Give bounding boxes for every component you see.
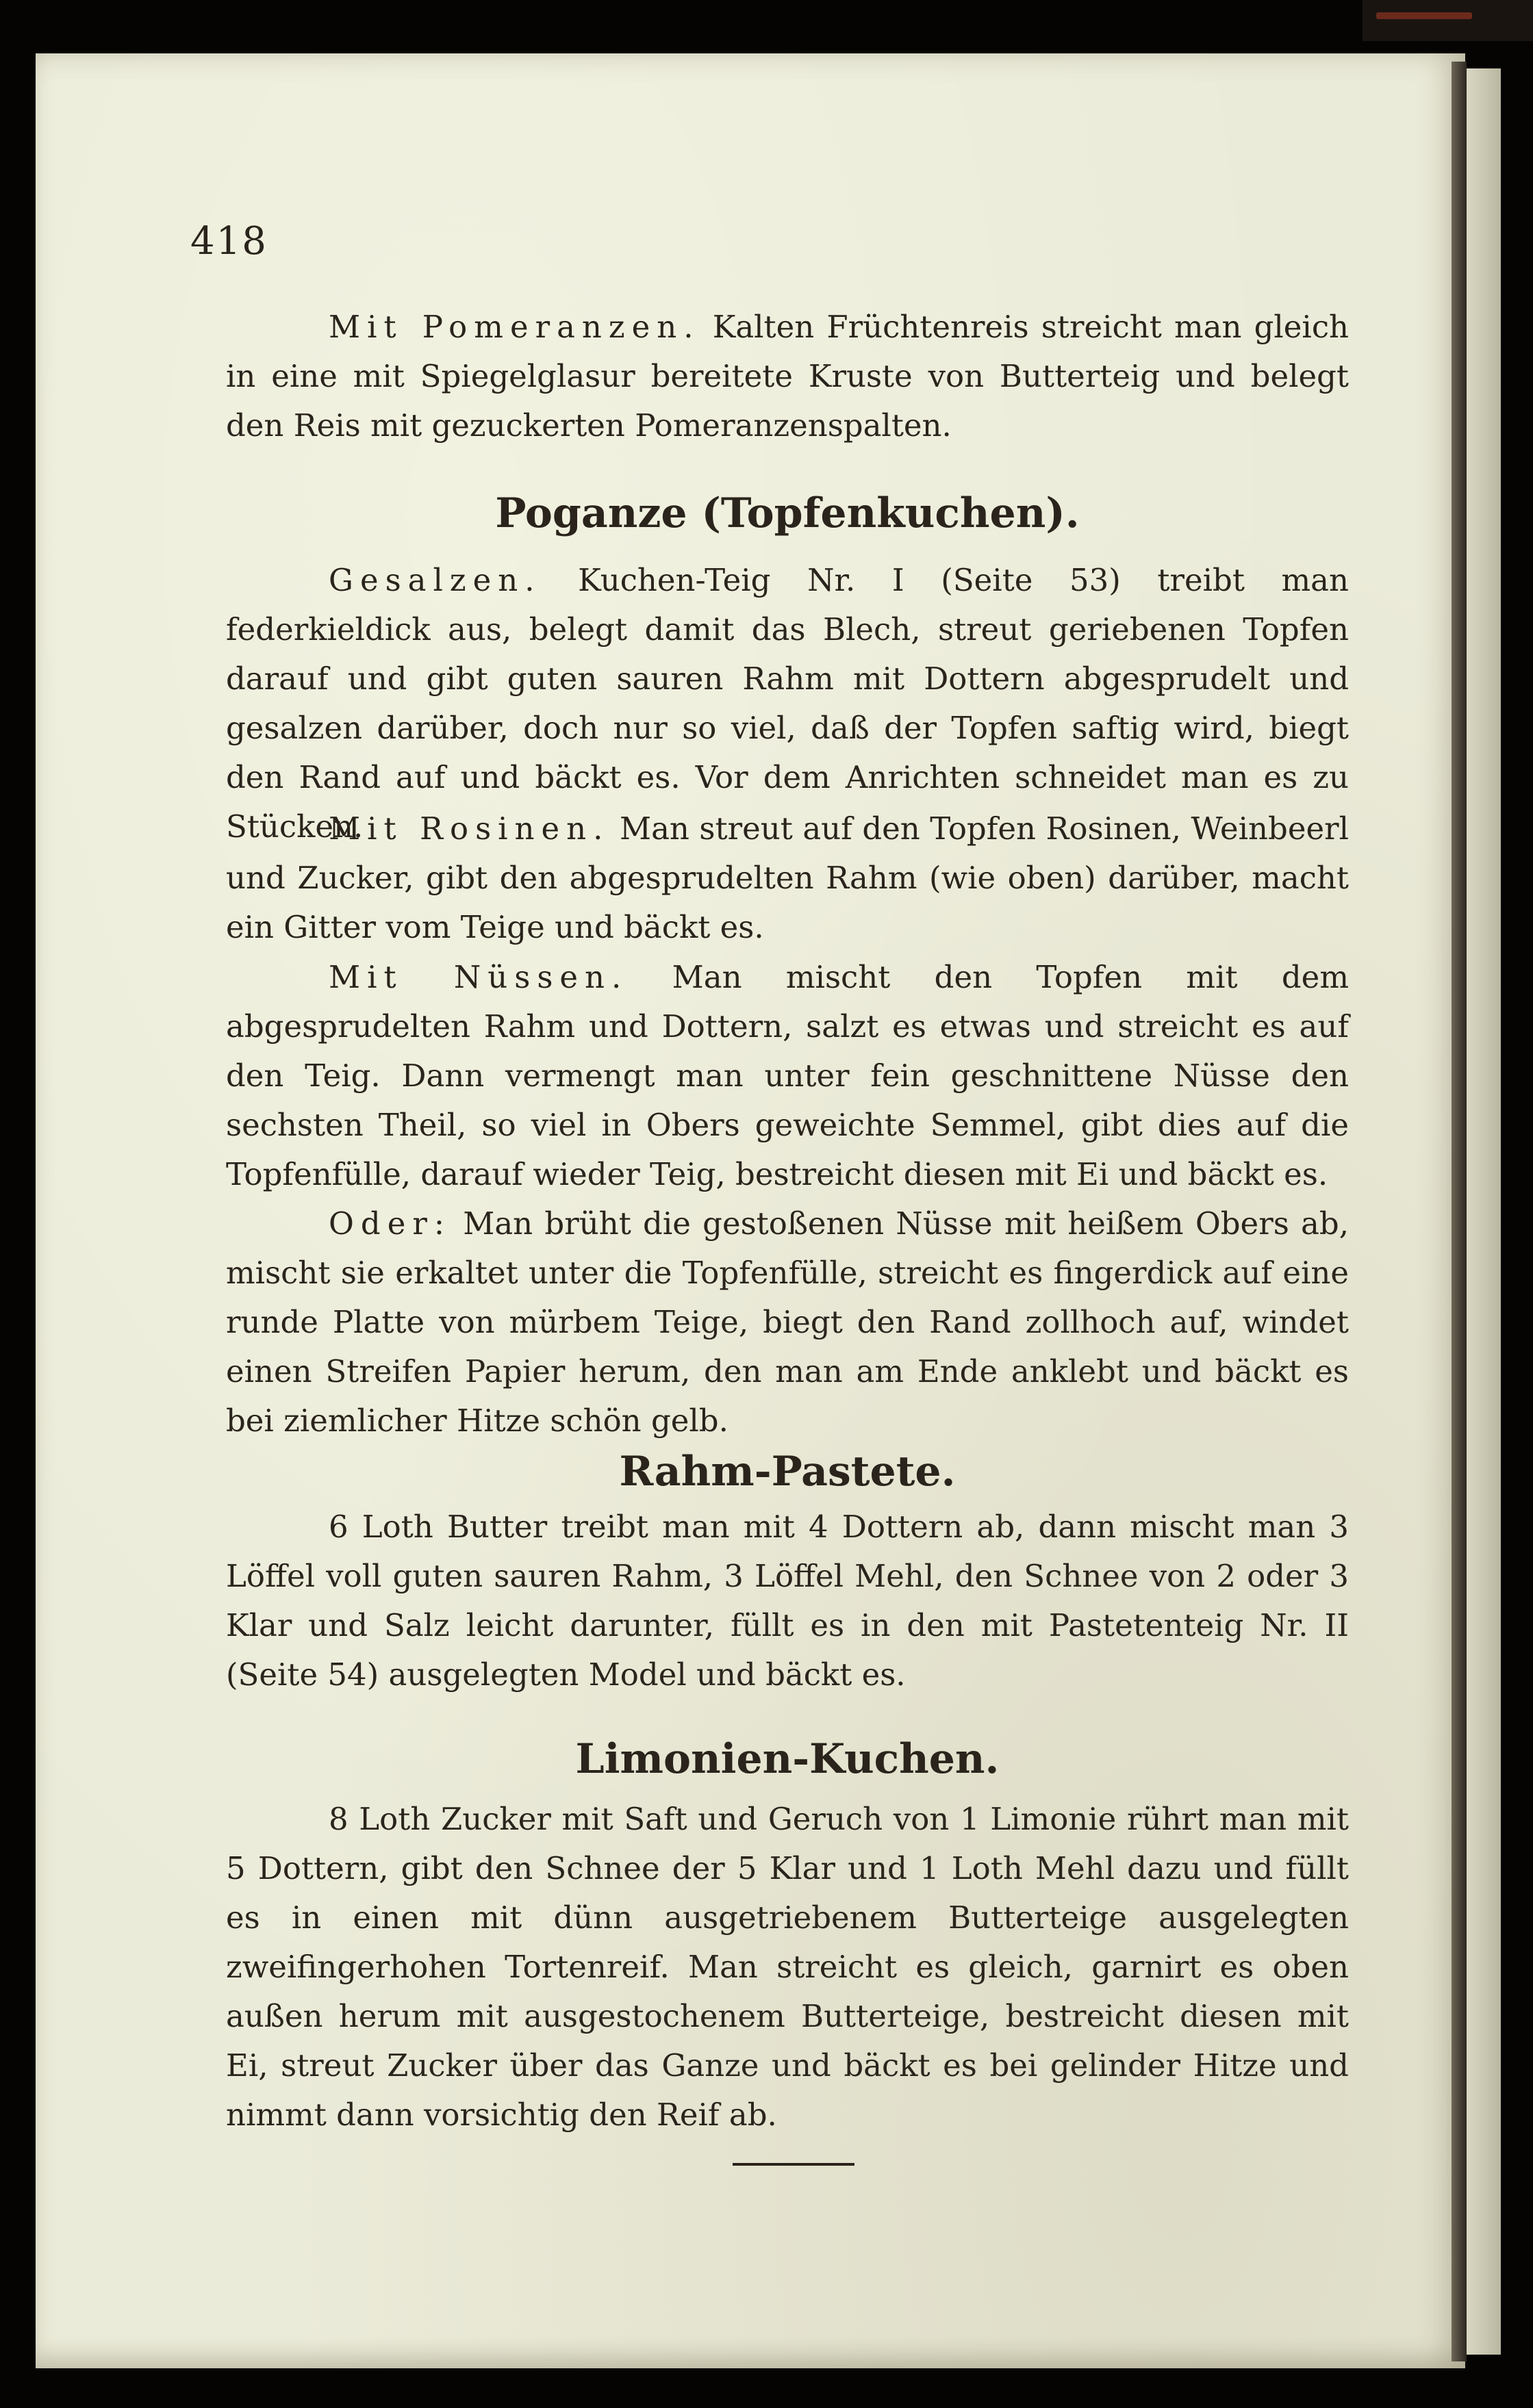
paragraph-limonien-kuchen bbox=[226, 1795, 1349, 2140]
paragraph-text: Man mischt den Topfen mit dem abgesprudelten Rahm und Dottern, salzt es etwas und streicht es auf den Teig. Dann vermengt man unter fein geschnittene Nüsse den sechsten Theil, so viel in Obers geweichte Semmel, gibt dies auf die Topfenfülle, darauf wieder Teig, bestreicht diesen mit Ei und bäckt es. bbox=[226, 959, 1349, 1192]
paragraph-text: Man brüht die gestoßenen Nüsse mit heißem Obers ab, mischt sie erkaltet unter die Topfenfülle, streicht es fingerdick auf eine runde Platte von mürbem Teige, biegt den Rand zollhoch auf, windet einen Streifen Papier herum, den man am Ende anklebt und bäckt es bei ziemlicher Hitze schön gelb. bbox=[226, 1205, 1349, 1439]
section-heading-rahm-pastete: Rahm-Pastete. bbox=[619, 1448, 956, 1496]
book-binding-edge bbox=[1363, 0, 1533, 41]
paragraph-lead: Mit Nüssen. bbox=[329, 959, 629, 995]
paragraph-lead: Gesalzen. bbox=[329, 562, 542, 598]
page-number: 418 bbox=[190, 219, 268, 264]
paragraph-rahm-pastete bbox=[226, 1502, 1349, 1700]
paragraph-mit-pomeranzen bbox=[226, 303, 1349, 450]
paragraph-text: 6 Loth Butter treibt man mit 4 Dottern ab, dann mischt man 3 Löffel voll guten sauren Rahm, 3 Löffel Mehl, den Schnee von 2 oder 3 Klar und Salz leicht darunter, füllt es in den mit Pastetenteig Nr. II (Seite 54) ausgelegten Model und bäckt es. bbox=[226, 1509, 1349, 1693]
paragraph-text: Kalten Früchtenreis streicht man gleich in eine mit Spiegelglasur bereitete Kruste von Butterteig und belegt den Reis mit gezuckerten Pomeranzenspalten. bbox=[226, 309, 1350, 444]
paragraph-text: Kuchen-Teig Nr. I (Seite 53) treibt man federkieldick aus, belegt damit das Blech, streut geriebenen Topfen darauf und gibt guten sauren Rahm mit Dottern abgesprudelt und gesalzen darüber, doch nur so viel, daß der Topfen saftig wird, biegt den Rand auf und bäckt es. Vor dem Anrichten schneidet man es zu Stücken. bbox=[226, 562, 1349, 845]
paragraph-mit-rosinen bbox=[226, 804, 1349, 952]
paragraph-mit-nuessen bbox=[226, 953, 1349, 1199]
page-gutter bbox=[1452, 62, 1467, 2361]
facing-page-edge bbox=[1467, 68, 1501, 2355]
paragraph-lead: Mit Rosinen. bbox=[329, 810, 610, 847]
section-heading-poganze: Poganze (Topfenkuchen). bbox=[495, 489, 1080, 537]
paragraph-lead: Oder: bbox=[329, 1205, 452, 1242]
section-heading-limonien-kuchen: Limonien-Kuchen. bbox=[575, 1735, 1000, 1783]
binding-thread-mark bbox=[1376, 12, 1472, 19]
paragraph-text: 8 Loth Zucker mit Saft und Geruch von 1 Limonie rührt man mit 5 Dottern, gibt den Schnee der 5 Klar und 1 Loth Mehl dazu und füllt es in einen mit dünn ausgetriebenem Butterteige ausgelegten zweifingerhohen Tortenreif. Man streicht es gleich, garnirt es oben außen herum mit ausgestochenem Butterteige, bestreicht diesen mit Ei, streut Zucker über das Ganze und bäckt es bei gelinder Hitze und nimmt dann vorsichtig den Reif ab. bbox=[226, 1801, 1349, 2133]
paragraph-oder bbox=[226, 1199, 1349, 1446]
paragraph-lead: Mit Pomeranzen. bbox=[329, 309, 700, 345]
paragraph-text: Man streut auf den Topfen Rosinen, Weinbeerl und Zucker, gibt den abgesprudelten Rahm (wie oben) darüber, macht ein Gitter vom Teige und bäckt es. bbox=[226, 810, 1349, 945]
end-rule-divider bbox=[733, 2163, 854, 2166]
